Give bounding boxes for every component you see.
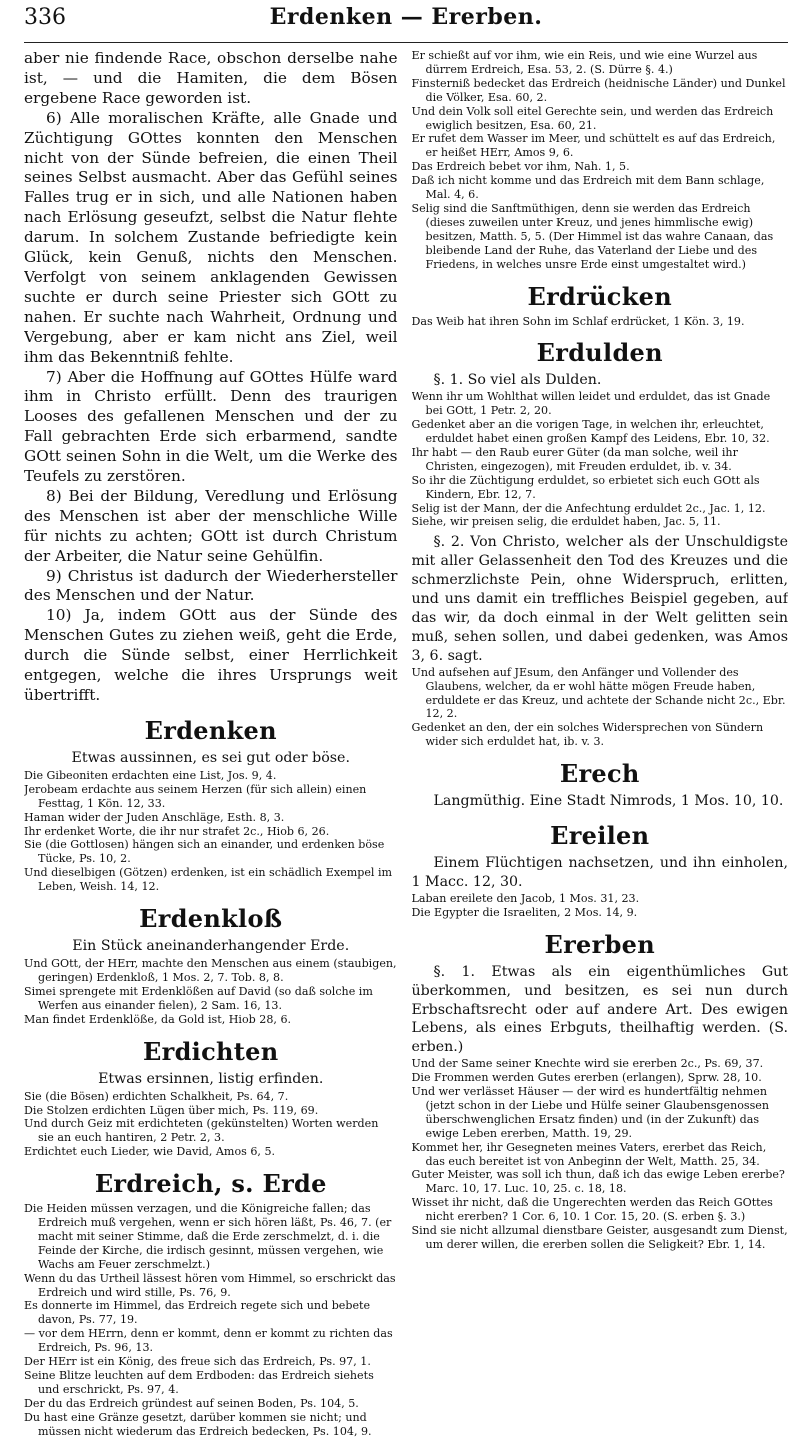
reference: Ihr habt — den Raub eurer Güter (da man solche, weil ihr Christen, eingezogen), mit Freuden erduldet, ib. v. 34. <box>411 445 738 473</box>
paragraph: 9) Christus ist dadurch der Wiederhersteller des Menschen und der Natur. <box>24 566 398 605</box>
reference: Das Erdreich bebet vor ihm, Nah. 1, 5. <box>411 160 630 174</box>
reference: Wenn ihr um Wohlthat willen leidet und erduldet, das ist Gnade bei GOtt, 1 Petr. 2, 20. <box>411 390 771 418</box>
reference: Und GOtt, der HErr, machte den Menschen aus einem (staubigen, geringen) Erdenkloß, 1 Mos. 2, 7. Tob. 8, 8. <box>24 957 397 984</box>
reference: Man findet Erdenklöße, da Gold ist, Hiob 28, 6. <box>24 1012 292 1026</box>
reference: Kommet her, ihr Gesegneten meines Vaters, ererbet das Reich, das euch bereitet ist von Anbeginn der Welt, Matth. 25, 34. <box>411 1140 767 1168</box>
reference: Sie (die Bösen) erdichten Schalkheit, Ps. 64, 7. <box>24 1089 289 1103</box>
entry-heading: Erdreich, s. Erde <box>94 1169 327 1199</box>
reference: Und aufsehen auf JEsum, den Anfänger und Vollender des Glaubens, welcher, da er wohl hätte mögen Freude haben, erduldete er das Kreuz, und achtete der Schande nicht 2c., Ebr. 12, 2. <box>411 665 786 721</box>
reference: Das Weib hat ihren Sohn im Schlaf erdrücket, 1 Kön. 3, 19. <box>411 314 745 328</box>
reference: Die Stolzen erdichten Lügen über mich, Ps. 119, 69. <box>24 1103 319 1117</box>
entry-definition: Langmüthig. Eine Stadt Nimrods, 1 Mos. 10, 10. <box>433 793 784 810</box>
entry-heading: Erdenken <box>144 715 277 745</box>
reference: Ihr erdenket Worte, die ihr nur strafet 2c., Hiob 6, 26. <box>24 824 330 838</box>
reference: Die Heiden müssen verzagen, und die Königreiche fallen; das Erdreich muß vergehen, wenn er sich hören läßt, Ps. 46, 7. (er macht mit seiner Stimme, daß die Erde zerschmelzt, d. i. die Feinde der Kirche, die irdisch gesinnt, müssen vergehen, wie Wachs am Feuer zerschmelzt.) <box>24 1202 392 1271</box>
entry-heading: Erdichten <box>143 1036 279 1066</box>
reference: Du hast eine Gränze gesetzt, darüber kommen sie nicht; und müssen nicht wiederum das Erdreich bedecken, Ps. 104, 9. <box>24 1410 372 1438</box>
reference: Gedenket aber an die vorigen Tage, in welchen ihr, erleuchtet, erduldet habet einen großen Kampf des Leidens, Ebr. 10, 32. <box>411 418 770 446</box>
reference: Die Frommen werden Gutes ererben (erlangen), Sprw. 28, 10. <box>411 1071 762 1085</box>
reference: Und dieselbigen (Götzen) erdenken, ist ein schädlich Exempel im Leben, Weish. 14, 12. <box>24 866 393 894</box>
section-text: §. 2. Von Christo, welcher als der Unschuldigste mit aller Gelassenheit den Tod des Kreuzes und die schmerzlichste Pein, ohne Widerspruch, erlitten, und uns damit ein treffliches Beispiel gegeben, auf das wir, da doch einmal in der Welt gelitten sein muß, sehen sollen, und dabei gedenken, was Amos 3, 6. sagt. <box>411 534 788 664</box>
reference: Er rufet dem Wasser im Meer, und schüttelt es auf das Erdreich, er heißet HErr, Amos 9, 6. <box>411 132 776 160</box>
paragraph: 6) Alle moralischen Kräfte, alle Gnade und Züchtigung GOttes konnten den Menschen nicht von der Sünde befreien, die einen Theil seines Selbst ausmacht. Aber das Gefühl seines Falles trug er in sich, und alle Nationen haben nach Erlösung geseufzt, selbst die Natur flehte darum. In solchem Zustande befriedigte kein Glück, kein Genuß, nichts den Menschen. Verfolgt von seinem anklagenden Gewissen suchte er durch seine Priester sich GOtt zu nahen. Er suchte nach Wahrheit, Ordnung und Vergebung, aber er kam nicht ans Ziel, weil ihm das Bekenntniß fehlte. <box>24 108 398 366</box>
reference: Wisset ihr nicht, daß die Ungerechten werden das Reich GOttes nicht ererben? 1 Cor. 6, 10. 1 Cor. 15, 20. (S. erben §. 3.) <box>411 1196 773 1224</box>
paragraph: 10) Ja, indem GOtt aus der Sünde des Menschen Gutes zu ziehen weiß, geht die Erde, durch die Sünde selbst, einer Herrlichkeit entgegen, welche die ihres Ursprungs weit übertrifft. <box>24 606 398 704</box>
reference: — vor dem HErrn, denn er kommt, denn er kommt zu richten das Erdreich, Ps. 96, 13. <box>24 1327 393 1355</box>
reference: Erdichtet euch Lieder, wie David, Amos 6, 5. <box>24 1145 276 1159</box>
page-header <box>24 4 788 43</box>
reference: Simei sprengete mit Erdenklößen auf David (so daß solche im Werfen aus einander fielen), 2 Sam. 16, 13. <box>24 984 373 1012</box>
reference: Jerobeam erdachte aus seinem Herzen (für sich allein) einen Festtag, 1 Kön. 12, 33. <box>24 782 367 810</box>
left-column <box>24 49 398 1439</box>
reference: Wenn du das Urtheil lässest hören vom Himmel, so erschrickt das Erdreich und wird stille, Ps. 76, 9. <box>24 1271 396 1299</box>
reference: Und wer verlässet Häuser — der wird es hundertfältig nehmen (jetzt schon in der Liebe und Hülfe seiner Glaubensgenossen überschwenglichen Ersatz finden) und (in der Zukunft) das ewige Leben ererben, Matth. 19, 29. <box>411 1085 769 1140</box>
paragraph: 8) Bei der Bildung, Veredlung und Erlösung des Menschen ist aber der menschliche Wille für nichts zu achten; GOtt ist durch Christum der Arbeiter, die Natur seine Gehülfin. <box>24 486 398 565</box>
reference: Selig sind die Sanftmüthigen, denn sie werden das Erdreich (dieses zuweilen unter Kreuz, und jenes himmlische ewig) besitzen, Matth. 5, 5. (Der Himmel ist das wahre Canaan, das bleibende Land der Ruhe, das Vaterland der Liebe und des Friedens, in welches unsre Erde einst umgestaltet wird.) <box>411 201 774 271</box>
entry-definition: Einem Flüchtigen nachsetzen, und ihn einholen, 1 Macc. 12, 30. <box>411 855 788 890</box>
reference: Der du das Erdreich gründest auf seinen Boden, Ps. 104, 5. <box>24 1396 359 1410</box>
page-number: 336 <box>24 5 66 30</box>
entry-heading: Ererben <box>544 929 655 959</box>
reference: Sie (die Gottlosen) hängen sich an einander, und erdenken böse Tücke, Ps. 10, 2. <box>24 838 385 866</box>
reference: Guter Meister, was soll ich thun, daß ich das ewige Leben ererbe? Marc. 10, 17. Luc. 10, 25. c. 18, 18. <box>411 1168 785 1196</box>
reference: Seine Blitze leuchten auf dem Erdboden: das Erdreich siehets und erschrickt, Ps. 97, 4. <box>24 1369 374 1396</box>
entry-heading: Erdulden <box>536 338 663 368</box>
reference: Sind sie nicht allzumal dienstbare Geister, ausgesandt zum Dienst, um derer willen, die ererben sollen die Seligkeit? Ebr. 1, 14. <box>411 1224 788 1251</box>
entry-heading: Erdenkloß <box>139 904 283 934</box>
entry-definition: Etwas aussinnen, es sei gut oder böse. <box>71 749 350 766</box>
section-text: §. 1. Etwas als ein eigenthümliches Gut überkommen, und besitzen, es sei nun durch Erbschaftsrecht oder auf andere Art. Des ewigen Lebens, als eines Erbguts, theilhaftig werden. (S. erben.) <box>411 963 788 1056</box>
reference: So ihr die Züchtigung erduldet, so erbietet sich euch GOtt als Kindern, Ebr. 12, 7. <box>411 473 760 501</box>
reference: Daß ich nicht komme und das Erdreich mit dem Bann schlage, Mal. 4, 6. <box>411 174 765 202</box>
reference: Die Egypter die Israeliten, 2 Mos. 14, 9. <box>411 905 638 919</box>
entry-heading: Ereilen <box>550 821 650 851</box>
reference: Und der Same seiner Knechte wird sie ererben 2c., Ps. 69, 37. <box>411 1057 764 1071</box>
entry-heading: Erech <box>559 759 640 789</box>
reference: Und dein Volk soll eitel Gerechte sein, und werden das Erdreich ewiglich besitzen, Esa. 60, 21. <box>411 104 774 132</box>
entry-definition: Etwas ersinnen, listig erfinden. <box>98 1070 324 1087</box>
section-text: §. 1. So viel als Dulden. <box>433 372 602 389</box>
reference: Siehe, wir preisen selig, die erduldet haben, Jac. 5, 11. <box>411 515 721 529</box>
reference: Es donnerte im Himmel, das Erdreich regete sich und bebete davon, Ps. 77, 19. <box>24 1299 371 1327</box>
right-column <box>412 49 789 1439</box>
reference: Gedenket an den, der ein solches Widersprechen von Sündern wider sich erduldet hat, ib. v. 3. <box>411 721 764 749</box>
reference: Die Gibeoniten erdachten eine List, Jos. 9, 4. <box>24 768 277 782</box>
columns <box>24 49 788 1439</box>
reference: Selig ist der Mann, der die Anfechtung erduldet 2c., Jac. 1, 12. <box>411 501 766 515</box>
reference: Er schießt auf vor ihm, wie ein Reis, und wie eine Wurzel aus dürrem Erdreich, Esa. 53, 2. (S. Dürre §. 4.) <box>411 49 758 76</box>
reference: Haman wider der Juden Anschläge, Esth. 8, 3. <box>24 810 285 824</box>
running-head: Erdenken — Ererben. <box>269 4 543 30</box>
entry-heading: Erdrücken <box>527 281 672 311</box>
entry-definition: Ein Stück aneinanderhangender Erde. <box>72 938 350 955</box>
reference: Der HErr ist ein König, des freue sich das Erdreich, Ps. 97, 1. <box>24 1355 371 1369</box>
reference: Und durch Geiz mit erdichteten (gekünstelten) Worten werden sie an euch hantiren, 2 Petr. 2, 3. <box>24 1117 379 1145</box>
paragraph: aber nie findende Race, obschon derselbe nahe ist, — und die Hamiten, die dem Bösen ergebene Race geworden ist. <box>24 49 398 107</box>
paragraph: 7) Aber die Hoffnung auf GOttes Hülfe ward ihm in Christo erfüllt. Denn des traurigen Looses des gefallenen Menschen und der zu Fall gebrachten Erde sich erbarmend, sandte GOtt seinen Sohn in die Welt, um die Werke des Teufels zu zerstören. <box>24 367 398 486</box>
reference: Finsterniß bedecket das Erdreich (heidnische Länder) und Dunkel die Völker, Esa. 60, 2. <box>411 76 786 104</box>
reference: Laban ereilete den Jacob, 1 Mos. 31, 23. <box>411 891 640 905</box>
